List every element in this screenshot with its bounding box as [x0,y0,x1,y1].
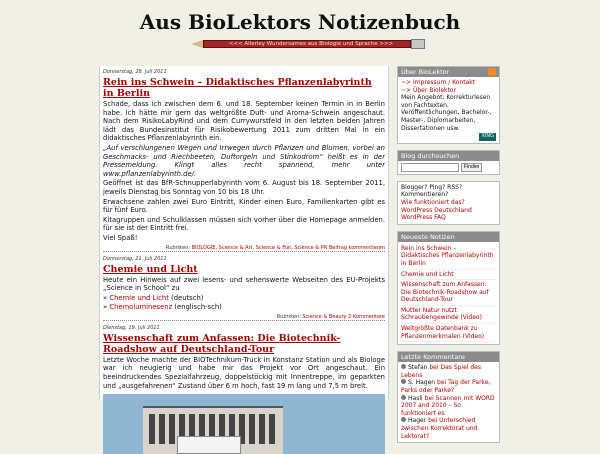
post-paragraph: Heute ein Hinweis auf zwei lesens- und sehenswerte Webseiten des EU-Projekts „Science in School“ zu [103,275,385,293]
search-button[interactable]: Finden [461,163,482,172]
post-paragraph: Schade, dass ich zwischen dem 6. und 18. September keinen Termin in in Berlin habe. Ich hätte mir gern das weltgrößte Duft- und Aroma-Schwein angeschaut. Nach dem RisikoLabyRind und dem Currywurstfeld in den letzten beiden Jahren lädt das Bundesinstitut für Risikobewertung 2011 zum dritten Mal in ein didaktisches Pflanzenlabyrinth ein. [103,100,385,143]
post-paragraph: Erwachsene zahlen zwei Euro Eintritt, Kinder einen Euro, Familienkarten gibt es für fünf Euro. [103,197,385,215]
truck-photo [103,394,385,454]
recent-comments-box [397,351,500,443]
post-date: Dienstag, 19. Juli 2011 [103,324,160,331]
post [103,69,385,252]
post-body [103,276,385,312]
comment-item: Hager bei Unterschied zwischen Korrektorat und Lektorat? [401,417,478,440]
comment-item: S. Hagen bei Tag der Parke, Parks oder Parke? [401,379,491,395]
impressum-link[interactable]: ~> Impressum / Kontakt [401,79,476,86]
sidebar [397,66,500,440]
search-header: Blog durchsuchen [398,151,499,161]
site-tagline: <<< Allerley Wundersames aus Biologie und Sprache >>> [228,41,394,47]
pencil-eraser-icon [411,39,425,49]
main-content [99,66,389,400]
recent-post-link[interactable]: Rein ins Schwein – Didaktisches Pflanzenlabyrinth in Berlin [401,244,496,270]
post-paragraph: Kitagruppen und Schulklassen müssen sich vorher über die Homepage anmelden. für sie ist der Eintritt frei. [103,215,385,233]
post-title-link[interactable]: Wissenschaft zum Anfassen: Die Biotechnik-Roadshow auf Deutschland-Tour [103,332,341,355]
blogger-box [397,181,500,225]
post-date: Donnerstag, 28. Juli 2011 [103,69,167,75]
avatar [401,395,406,400]
rss-icon[interactable] [488,68,496,76]
wordpress-faq-link[interactable]: WordPress FAQ [401,214,446,222]
recent-header: Neueste Notizen [398,232,499,242]
about-box [397,66,500,144]
post-footer: Rubriken: Science & Beauty 2 Kommentare [103,314,385,321]
post-body [103,356,385,390]
post-paragraph: Geöffnet ist das BfR-Schnupperlabyrinth vom 6. August bis 18. September 2011, jeweils Dienstag bis Sonntag von 10 bis 18 Uhr. [103,179,385,196]
post-quote: „Auf verschlungenen Wegen und Irrwegen durch Pflanzen und Blumen, vorbei an Geschmacks- und Riechbeeten, Duftorgeln und Stinkodrom“ heißt es in der Pressemeldung. Klingt alles recht spannend, mehr unter www.pflanzenlabyrinth.de/. [103,143,385,178]
xing-icon[interactable]: XING [481,133,494,140]
post-paragraph: Letzte Woche machte der BIOTechnikum-Truck in Konstanz Station und als Biologe war ich neugierig und habe mir das Projekt vor Ort angeschaut. Ein beeindruckendes Spezialfahrzeug, doppelstöckig mit Innentreppe, im geparkten und „ausgefahrenen“ Zustand über 6 m hoch, fast 19 m lang und 7,5 m breit. [103,355,385,390]
post-footer: Rubriken: BIOLOGIE, Science & Art, Science & Fun, Science & PR Beitrag kommentieren [103,245,385,252]
recent-post-link[interactable]: Wissenschaft zum Anfassen: Die Biotechnik-Roadshow auf Deutschland-Tour [401,280,496,306]
pencil-banner [191,39,429,49]
post [103,256,385,321]
comment-link[interactable]: Beitrag kommentieren [328,244,385,251]
post [103,325,385,454]
post-date: Donnerstag, 21. Juli 2011 [103,255,167,262]
recent-post-link[interactable]: Mutter Natur nutzt Schraubengewinde (Video) [401,306,496,324]
recent-posts-box [397,231,500,346]
avatar [401,379,406,384]
comment-link[interactable]: 2 Kommentare [348,313,385,320]
list-item: » Chemoluminesenz (englisch-sch) [103,303,222,312]
wordpress-de-link[interactable]: WordPress Deutschland [401,206,472,214]
post-paragraph: Viel Spaß! [103,233,138,242]
pencil-tip-icon [191,40,203,48]
post-body [103,100,385,243]
about-text: Mein Angebot: Korrekturlesen von Fachtexten, Veröffentlichungen, Bachelor-, Master-, Diplomarbeiten, Dissertationen usw. [401,94,492,132]
about-header: Über BioLektor [398,67,499,77]
search-box [397,150,500,175]
recent-post-link[interactable]: Weltgrößte Datenbank zu Pflanzenmerkmalen (Video) [401,324,496,342]
truck-image [177,436,241,454]
category-links[interactable]: Science & Beauty [302,313,347,320]
blogger-question: Blogger? Ping? RSS? Kommentieren? [401,183,463,199]
post-title-link[interactable]: Rein ins Schwein – Didaktisches Pflanzenlabyrinth in Berlin [103,77,372,99]
category-links[interactable]: BIOLOGIE, Science & Art, Science & Fun, Science & PR [191,244,328,251]
about-link[interactable]: ~> Über Biolektor [401,86,457,94]
comment-item: Stefan bei Das Spiel des Lebens [401,364,481,379]
post-title-link[interactable]: Chemie und Licht [103,263,198,275]
recent-post-link[interactable]: Chemie und Licht [401,270,496,281]
comment-item: Hasli bei Scannen mit WORD 2007 and 2010 – So funktioniert es [401,394,495,417]
how-it-works-link[interactable]: Wie funktioniert das? [401,198,465,206]
list-item: » Chemie und Licht (deutsch) [103,293,204,302]
comments-header: Letzte Kommentare [398,352,499,362]
search-input[interactable] [401,163,459,172]
avatar [401,364,406,369]
avatar [401,417,406,422]
site-title[interactable]: Aus BioLektors Notizenbuch [139,10,461,34]
